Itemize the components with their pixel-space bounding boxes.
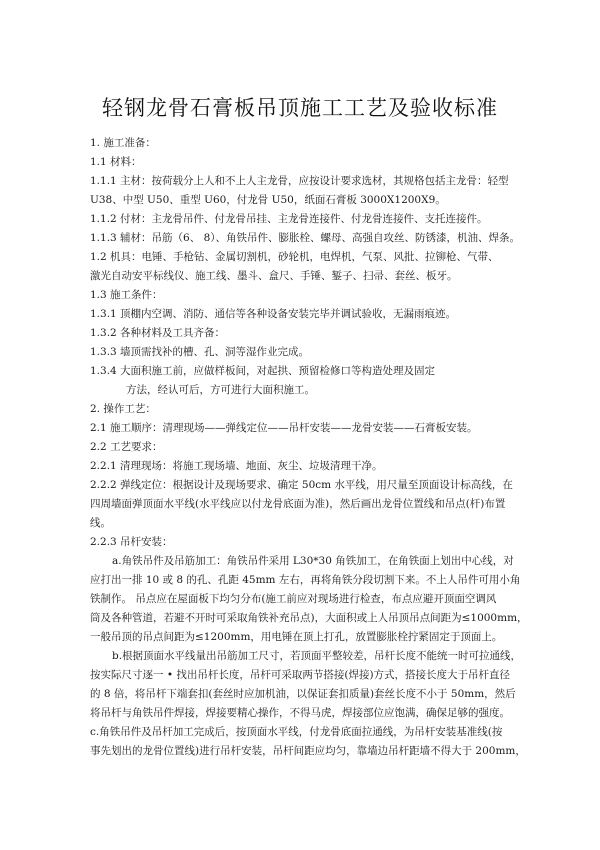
paragraph-1-3-3: 1.3.3 墙顶需找补的槽、孔、洞等湿作业完成。 [90,346,310,358]
paragraph-c-cont: 事先划出的龙骨位置线)进行吊杆安装，吊杆间距应均匀，靠墙边吊杆距墙不得大于 200mm， [90,745,526,757]
paragraph-1-1-1: 1.1.1 主材：按荷载分上人和不上人主龙骨，应按设计要求选材，其规格包括主龙骨：轻型 [90,175,509,187]
heading-2: 2. 操作工艺： [90,403,156,415]
paragraph-2-2-1: 2.2.1 清理现场：将施工现场墙、地面、灰尘、垃圾清理干净。 [90,460,383,472]
paragraph-a-cont-1: 应打出一排 10 或 8 的孔、孔距 45mm 左右，再将角铁分段切割下来。不上人吊件可用小角 [90,574,521,586]
paragraph-1-1-2: 1.1.2 付材：主龙骨吊件、付龙骨吊挂、主龙骨连接件、付龙骨连接件、支托连接件。 [90,213,488,225]
paragraph-a-cont-4: 一般吊顶的吊点间距为≤1200mm，用电锤在顶上打孔，放置膨胀栓拧紧固定于顶面上。 [90,631,503,643]
paragraph-2-1: 2.1 施工顺序：清理现场——弹线定位——吊杆安装——龙骨安装——石膏板安装。 [90,422,478,434]
heading-2-2-3: 2.2.3 吊杆安装： [90,536,173,548]
heading-1-3: 1.3 施工条件： [90,289,163,301]
paragraph-1-3-4-cont: 方法，经认可后，方可进行大面积施工。 [126,384,315,396]
paragraph-1-2: 1.2 机具：电锤、手枪钻、金属切割机，砂轮机，电焊机，气泵、风批、拉铆枪、气带、 [90,251,499,263]
paragraph-1-1-3: 1.1.3 辅材：吊筋（6、 8）、角铁吊件、膨胀栓、螺母、高强自攻丝、防锈漆，机油、焊条。 [90,232,521,244]
paragraph-1-3-2: 1.3.2 各种材料及工具齐备： [90,327,226,339]
paragraph-c: c.角铁吊件及吊杆加工完成后，按顶面水平线，付龙骨底面拉通线，为吊杆安装基准线(按 [90,726,503,738]
paragraph-1-3-4: 1.3.4 大面积施工前，应做样板间，对起拱、预留检修口等构造处理及固定 [90,365,436,377]
paragraph-b-cont-3: 将吊杆与角铁吊件焊接，焊接要精心操作，不得马虎，焊接部位应饱满，确保足够的强度。 [90,707,510,719]
paragraph-b: b.根据顶面水平线量出吊筋加工尺寸，若顶面平整较差，吊杆长度不能统一时可拉通线， [112,650,522,662]
paragraph-2-2-2-end: 线。 [90,517,111,529]
heading-1: 1. 施工准备： [90,137,156,149]
paragraph-2-2-2-cont: 四周墙面弹顶面水平线(水平线应以付龙骨底面为准)，然后画出龙骨位置线和吊点(杆)布置 [90,498,506,510]
heading-2-2: 2.2 工艺要求： [90,441,163,453]
paragraph-1-2-cont: 激光自动安平标线仪、施工线、墨斗、盒尺、手锤、錾子、扫帚、套丝、板牙。 [90,270,458,282]
heading-1-1: 1.1 材料： [90,156,142,168]
paragraph-1-3-1: 1.3.1 顶棚内空调、消防、通信等各种设备安装完毕并调试验收，无漏雨痕迹。 [90,308,457,320]
paragraph-b-cont-2: 的 8 倍，将吊杆下端套扣(套丝时应加机油，以保证套扣质量)套丝长度不小于 50mm，然后 [90,688,516,700]
paragraph-1-1-1-cont: U38、中型 U50、重型 U60，付龙骨 U50，纸面石膏板 3000X1200X9。 [90,194,446,206]
paragraph-2-2-2: 2.2.2 弹线定位：根据设计及现场要求、确定 50cm 水平线，用尺量至顶面设计标高线，在 [90,479,513,491]
paragraph-a-cont-3: 筒及各种管道，若避不开时可采取角铁补充吊点)，大面积或上人吊顶吊点间距为≤1000mm， [90,612,528,624]
paragraph-b-cont-1: 按实际尺寸逐一 • 找出吊杆长度，吊杆可采取两节搭接(焊接)方式，搭接长度大于吊杆直径 [90,669,511,681]
document-title: 轻钢龙骨石膏板吊顶施工工艺及验收标准 [102,96,498,120]
paragraph-a: a.角铁吊件及吊筋加工：角铁吊件采用 L30*30 角铁加工，在角铁面上划出中心线，对 [112,555,514,567]
paragraph-a-cont-2: 铁制作。 吊点应在屋面板下均匀分布(施工前应对现场进行检查，布点应避开顶面空调风 [90,593,497,605]
